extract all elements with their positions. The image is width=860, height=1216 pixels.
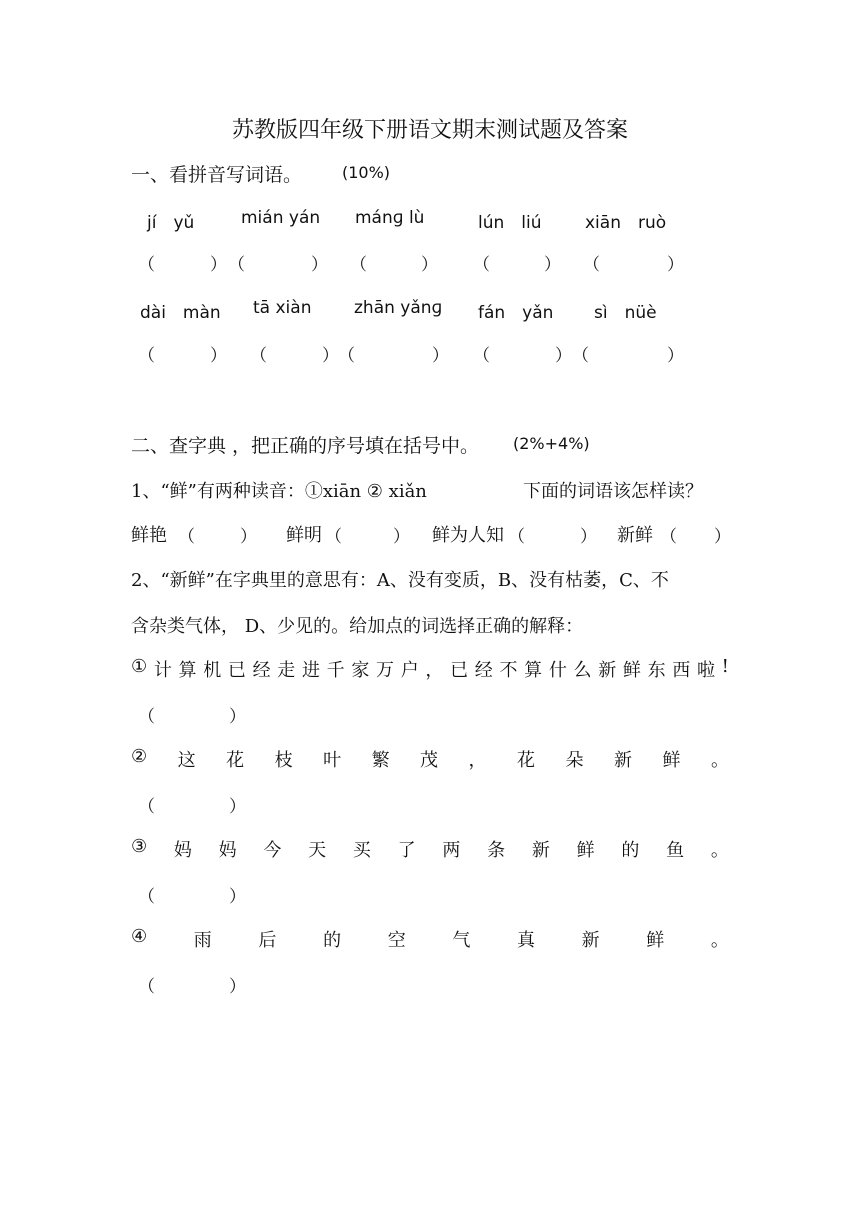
answer-paren-open: （ bbox=[138, 255, 155, 275]
sentence-char: 已 bbox=[450, 660, 469, 681]
sentence-char: 鱼 bbox=[666, 840, 685, 861]
q2-line-1: 2、“新鲜”在字典里的意思有：A、没有变质，B、没有枯萎，C、不 bbox=[131, 570, 669, 591]
pinyin-item: lún liú bbox=[478, 213, 542, 233]
pinyin-item: jí yǔ bbox=[147, 213, 195, 233]
answer-paren-open: （ bbox=[473, 255, 490, 275]
word-item: 鲜为人知 bbox=[432, 525, 504, 546]
sentence-char: 进 bbox=[301, 660, 320, 681]
answer-paren-close: ） bbox=[555, 346, 572, 366]
answer-paren-open: （ bbox=[350, 255, 367, 275]
sentence-char: 。 bbox=[710, 930, 729, 951]
sentence-char: 真 bbox=[516, 930, 535, 951]
answer-paren-open: （ bbox=[572, 346, 589, 366]
sentence-char: 新 bbox=[613, 750, 632, 771]
sentence-char: 走 bbox=[277, 660, 296, 681]
word-item: 新鲜 bbox=[617, 525, 653, 546]
sentence-char: 新 bbox=[598, 660, 617, 681]
sentence-char: 新 bbox=[531, 840, 550, 861]
pinyin-item: tā xiàn bbox=[253, 298, 312, 318]
sentence-char: 朵 bbox=[565, 750, 584, 771]
answer-paren-open: （ bbox=[473, 346, 490, 366]
sentence-char: 叶 bbox=[323, 750, 342, 771]
sentence-char: 算 bbox=[178, 660, 197, 681]
q2-line-2: 含杂类气体， D、少见的。给加点的词选择正确的解释： bbox=[131, 616, 584, 637]
sentence-char: 算 bbox=[524, 660, 543, 681]
sentence-char: 万 bbox=[376, 660, 395, 681]
sentence-1 bbox=[131, 656, 729, 682]
answer-paren-open: （ bbox=[138, 977, 155, 997]
answer-paren-close: ） bbox=[210, 255, 227, 275]
sentence-char: 么 bbox=[573, 660, 592, 681]
sentence-char: 东 bbox=[647, 660, 666, 681]
word-item: 鲜明 bbox=[286, 525, 322, 546]
sentence-char: 繁 bbox=[371, 750, 390, 771]
sentence-char: ② bbox=[131, 746, 148, 767]
answer-paren-close: ） bbox=[714, 527, 731, 547]
answer-paren-open: （ bbox=[250, 346, 267, 366]
sentence-char: 这 bbox=[177, 750, 196, 771]
sentence-char: 经 bbox=[252, 660, 271, 681]
sentence-char: 啦 bbox=[696, 660, 715, 681]
pinyin-item: sì nüè bbox=[594, 303, 657, 323]
sentence-4 bbox=[131, 926, 729, 952]
sentence-char: 花 bbox=[226, 750, 245, 771]
sentence-char: 枝 bbox=[274, 750, 293, 771]
answer-paren-close: ） bbox=[544, 255, 561, 275]
pinyin-item: dài màn bbox=[140, 303, 221, 323]
answer-paren-open: （ bbox=[138, 707, 155, 727]
sentence-char: 户 bbox=[400, 660, 419, 681]
answer-paren-open: （ bbox=[660, 527, 677, 547]
answer-paren-close: ） bbox=[432, 346, 449, 366]
pinyin-item: mián yán bbox=[241, 208, 321, 228]
sentence-3 bbox=[131, 836, 729, 862]
answer-paren-open: （ bbox=[138, 887, 155, 907]
sentence-char: 家 bbox=[351, 660, 370, 681]
sentence-char: 不 bbox=[499, 660, 518, 681]
sentence-char: ③ bbox=[131, 836, 148, 857]
answer-paren-open: （ bbox=[325, 527, 342, 547]
answer-paren-close: ） bbox=[667, 255, 684, 275]
sentence-char: 了 bbox=[397, 840, 416, 861]
sentence-char: ④ bbox=[131, 926, 148, 947]
answer-paren-close: ） bbox=[393, 527, 410, 547]
answer-paren-open: （ bbox=[138, 346, 155, 366]
sentence-char: 条 bbox=[487, 840, 506, 861]
answer-paren-close: ） bbox=[322, 346, 339, 366]
sentence-char: ， bbox=[468, 750, 487, 771]
sentence-char: 的 bbox=[621, 840, 640, 861]
answer-paren-open: （ bbox=[508, 527, 525, 547]
section-2-score: (2%+4%) bbox=[513, 434, 590, 453]
sentence-char: 今 bbox=[263, 840, 282, 861]
pinyin-item: zhān yǎnɡ bbox=[354, 298, 443, 318]
answer-paren-close: ） bbox=[229, 887, 246, 907]
section-1-score: (10%) bbox=[342, 163, 391, 182]
sentence-char: 妈 bbox=[173, 840, 192, 861]
sentence-char: 气 bbox=[452, 930, 471, 951]
answer-paren-close: ） bbox=[229, 707, 246, 727]
sentence-char: 。 bbox=[710, 840, 729, 861]
pinyin-item: xiān ruò bbox=[585, 213, 667, 233]
answer-paren-close: ） bbox=[311, 255, 328, 275]
sentence-char: 。 bbox=[710, 750, 729, 771]
answer-paren-open: （ bbox=[228, 255, 245, 275]
sentence-char: 的 bbox=[323, 930, 342, 951]
q1-question: 下面的词语该怎样读？ bbox=[523, 481, 703, 502]
answer-paren-open: （ bbox=[178, 527, 195, 547]
answer-paren-close: ） bbox=[240, 527, 257, 547]
answer-paren-open: （ bbox=[138, 797, 155, 817]
sentence-2 bbox=[131, 746, 729, 772]
sentence-char: 鲜 bbox=[622, 660, 641, 681]
sentence-char: 鲜 bbox=[576, 840, 595, 861]
sentence-char: 计 bbox=[153, 660, 172, 681]
answer-paren-close: ） bbox=[421, 255, 438, 275]
answer-paren-open: （ bbox=[338, 346, 355, 366]
sentence-char: 妈 bbox=[218, 840, 237, 861]
sentence-char: 鲜 bbox=[662, 750, 681, 771]
sentence-char: 天 bbox=[308, 840, 327, 861]
page-title: 苏教版四年级下册语文期末测试题及答案 bbox=[231, 118, 628, 143]
sentence-char: ! bbox=[721, 656, 729, 677]
pinyin-item: fán yǎn bbox=[478, 303, 554, 323]
answer-paren-close: ） bbox=[580, 527, 597, 547]
pinyin-item: mánɡ lù bbox=[355, 208, 425, 228]
sentence-char: 已 bbox=[227, 660, 246, 681]
sentence-char: 花 bbox=[517, 750, 536, 771]
section-1-heading: 一、看拼音写词语。 bbox=[131, 164, 303, 186]
sentence-char: 西 bbox=[672, 660, 691, 681]
sentence-char: 经 bbox=[474, 660, 493, 681]
sentence-char: ， bbox=[425, 660, 444, 681]
q1-prompt: 1、“鲜”有两种读音：①xiān ② xiǎn bbox=[131, 481, 427, 502]
sentence-char: 机 bbox=[203, 660, 222, 681]
section-2-heading: 二、查字典 ，把正确的序号填在括号中。 bbox=[131, 435, 480, 457]
sentence-char: 新 bbox=[581, 930, 600, 951]
answer-paren-close: ） bbox=[210, 346, 227, 366]
sentence-char: ① bbox=[131, 656, 148, 677]
answer-paren-close: ） bbox=[667, 346, 684, 366]
word-item: 鲜艳 bbox=[131, 525, 167, 546]
sentence-char: 千 bbox=[326, 660, 345, 681]
answer-paren-open: （ bbox=[583, 255, 600, 275]
sentence-char: 买 bbox=[352, 840, 371, 861]
sentence-char: 空 bbox=[387, 930, 406, 951]
sentence-char: 雨 bbox=[193, 930, 212, 951]
sentence-char: 两 bbox=[442, 840, 461, 861]
sentence-char: 什 bbox=[548, 660, 567, 681]
answer-paren-close: ） bbox=[229, 977, 246, 997]
sentence-char: 鲜 bbox=[646, 930, 665, 951]
sentence-char: 茂 bbox=[420, 750, 439, 771]
answer-paren-close: ） bbox=[229, 797, 246, 817]
sentence-char: 后 bbox=[258, 930, 277, 951]
